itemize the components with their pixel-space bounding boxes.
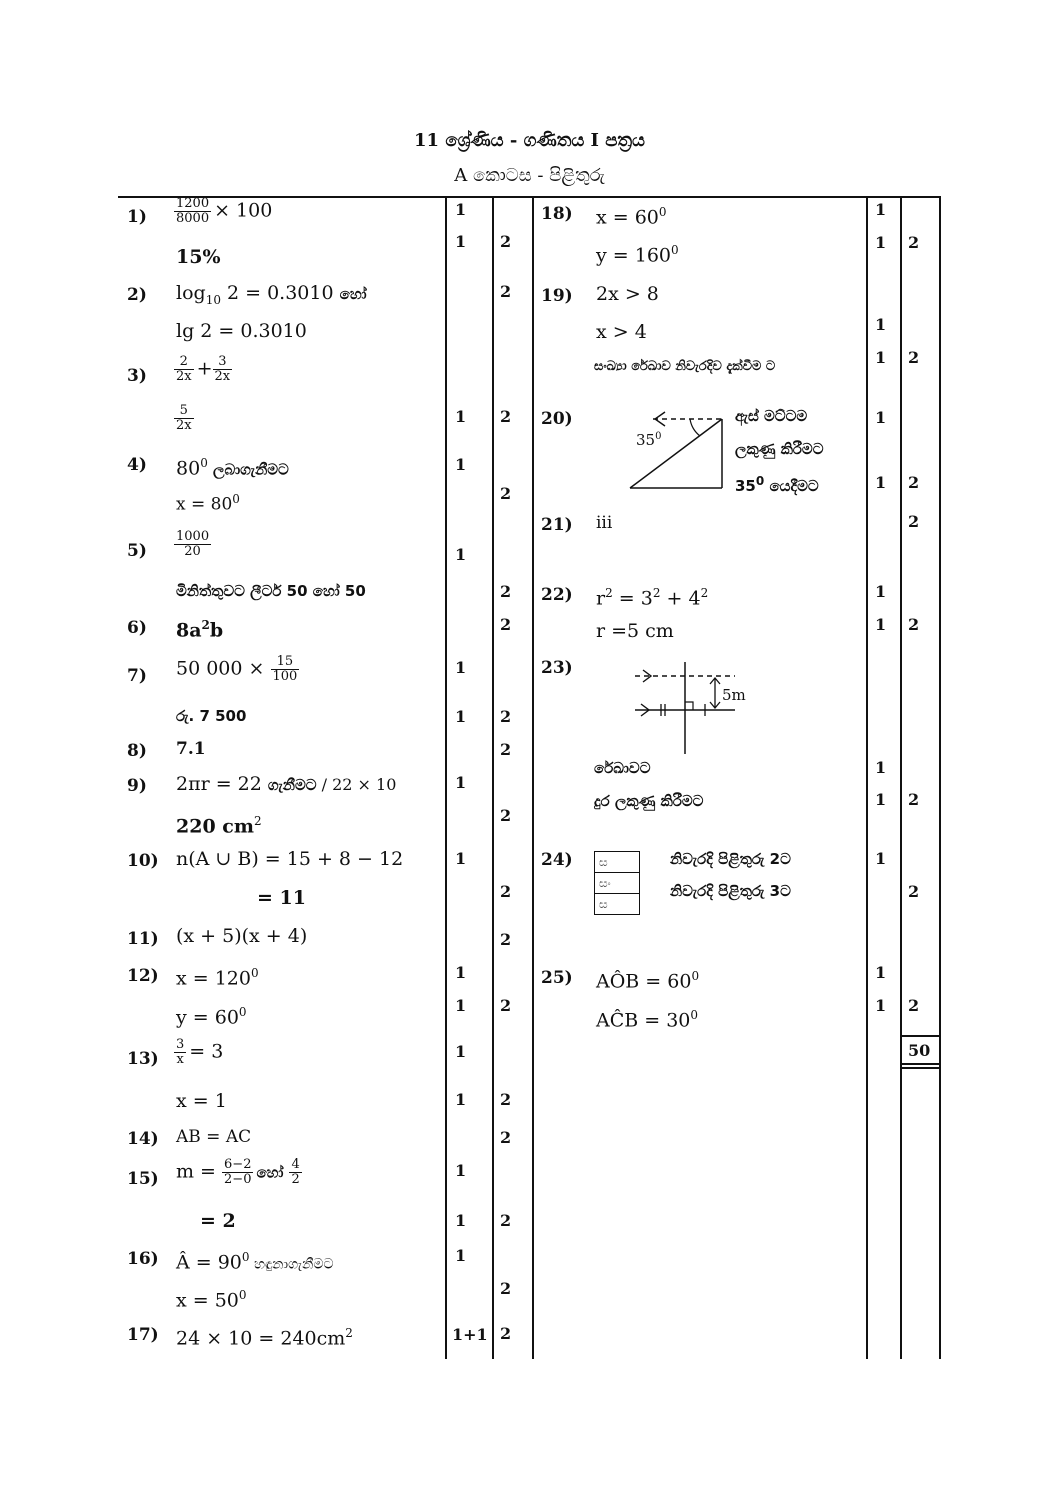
total-mark: 2 [500,282,512,301]
question-number: 24) [541,850,573,870]
answer-text: ලකුණු කිරීමට [735,440,824,458]
mark: 1 [875,790,887,809]
answer-text: ඇස් මට්ටම [735,407,808,425]
answer-line: Â = $90^0$ හඳුනාගැනීමට [176,1250,334,1274]
answer-text: මිනිත්තුවට ලීටර් 50 හෝ 50 [176,582,366,600]
question-number: 19) [541,286,573,306]
mark: 1 [455,707,467,726]
answer-line: $x = 80^0$ [176,492,240,515]
total-underline [900,1067,939,1069]
distance-label: 5m [722,686,746,704]
mark: 1 [875,963,887,982]
answer-line [174,197,272,226]
mark: 1 [455,1161,467,1180]
answer-line: $\log_{10} 2 = 0.3010$ හෝ [176,282,367,307]
question-number: 9) [127,776,147,796]
total-underline [900,1063,939,1065]
mark: 1 [455,1042,467,1061]
mark: 1 [455,1090,467,1109]
question-number: 5) [127,541,147,561]
page-title: 11 ශ්‍රේණිය - ගණිතය I පත්‍රය [414,130,645,151]
answer-text: දුර ලකුණු කිරීමට [594,792,704,810]
total-mark: 2 [500,615,512,634]
mark: 1 [455,1211,467,1230]
total-mark: 2 [500,882,512,901]
answer-line: r =5 cm [596,620,674,642]
total-mark: 2 [908,615,920,634]
question-number: 3) [127,366,147,386]
answer-line: $80^0$ ලබාගැනීමට [176,456,289,480]
mark: 1+1 [452,1325,488,1344]
section-subtitle: A කොටස - පිළිතුරු [454,165,605,186]
question-number: 23) [541,658,573,678]
answer-line: 7.1 [176,739,206,759]
answer-line: $x = 50^0$ [176,1288,247,1312]
column-divider [532,196,534,1359]
answer-line: n(A ∪ B) = 15 + 8 − 12 [176,848,404,870]
mark: 1 [455,658,467,677]
total-mark: 2 [500,232,512,251]
answer-line: $y = 60^0$ [176,1005,247,1029]
column-divider [900,196,902,1359]
question-number: 13) [127,1049,159,1069]
total-mark: 2 [500,484,512,503]
answer-line: $y = 160^0$ [596,243,679,267]
total-mark: 2 [500,996,512,1015]
mark: 1 [455,849,467,868]
question-number: 15) [127,1169,159,1189]
total-mark: 2 [908,233,920,252]
answer-line: AB = AC [176,1127,252,1147]
answer-line: $r^2 = 3^2 + 4^2$ [596,586,709,610]
total-mark: 2 [908,473,920,492]
answer-line: 50 000 × $\frac{15}{100}$ [176,654,298,684]
answer-line: $\frac{3}{x}$ = 3 [176,1037,224,1067]
answer-line: $\frac{2}{2x}$ + $\frac{3}{2x}$ [176,354,231,384]
angle-label: $35^0$ [636,431,662,449]
mark: 1 [875,996,887,1015]
answer-grid [594,851,640,915]
question-number: 1) [127,207,147,227]
mark: 1 [455,963,467,982]
mark: 1 [875,473,887,492]
total-mark: 2 [500,707,512,726]
grid-cell: සං [595,873,639,894]
mark: 1 [455,232,467,251]
question-number: 2) [127,285,147,305]
answer-line: $\frac{5}{2x}$ [176,403,192,433]
question-number: 10) [127,851,159,871]
column-divider [866,196,868,1359]
mark: 1 [455,545,467,564]
answer-line: iii [596,513,613,533]
answer-line: x > 4 [596,321,647,343]
mark: 1 [875,233,887,252]
answer-line: (x + 5)(x + 4) [176,925,308,947]
fraction-denominator: 8000 [176,211,210,226]
answer-line: 2πr = 22 ගැනීමට / 22 × 10 [176,773,397,795]
answer-text: × 100 [214,199,273,222]
grid-cell: ස [599,897,608,911]
answer-line: $\frac{1000}{20}$ [176,529,210,559]
question-number: 20) [541,409,573,429]
question-number: 11) [127,929,159,949]
mark: 1 [875,758,887,777]
answer-text: $35^0$ යෙදීමට [735,474,819,495]
answer-line: $x = 60^0$ [596,205,667,229]
question-number: 8) [127,741,147,761]
mark: 1 [875,408,887,427]
column-divider [939,196,941,1359]
total-mark: 2 [500,1279,512,1298]
total-mark: 2 [908,996,920,1015]
question-number: 7) [127,666,147,686]
fraction-numerator: 1200 [176,196,210,211]
mark: 1 [875,315,887,334]
question-number: 18) [541,204,573,224]
mark: 1 [875,615,887,634]
answer-line: = 11 [257,887,306,909]
answer-line: $x = 120^0$ [176,966,259,990]
question-number: 17) [127,1325,159,1345]
mark: 1 [875,582,887,601]
right-angle-mark [685,702,693,710]
total-mark: 2 [500,1211,512,1230]
total-mark: 2 [908,882,920,901]
answer-text: නිවැරදි පිළිතුරු 2ට [670,850,791,868]
total-mark: 2 [500,930,512,949]
answer-line: 2x > 8 [596,283,659,305]
answer-text: නිවැරදි පිළිතුරු 3ට [670,882,791,900]
question-number: 22) [541,585,573,605]
answer-line: AĈB = $30^0$ [596,1008,699,1032]
answer-line: lg 2 = 0.3010 [176,320,307,342]
total-topline [900,1035,939,1037]
mark: 1 [875,849,887,868]
column-divider [492,196,494,1359]
total-mark: 2 [500,1324,512,1343]
answer-line: x = 1 [176,1090,227,1112]
question-number: 25) [541,968,573,988]
total-mark: 2 [500,407,512,426]
question-number: 21) [541,515,573,535]
total-mark: 2 [500,1090,512,1109]
column-divider [445,196,447,1359]
answer-line: AÔB = $60^0$ [596,969,700,993]
total-mark: 2 [500,1128,512,1147]
question-number: 16) [127,1249,159,1269]
total-mark: 2 [500,740,512,759]
mark: 1 [875,348,887,367]
answer-line: = 2 [200,1210,236,1232]
total-mark: 2 [908,348,920,367]
total-mark: 2 [908,790,920,809]
mark: 1 [455,455,467,474]
mark: 1 [875,200,887,219]
mark: 1 [455,996,467,1015]
question-number: 12) [127,966,159,986]
question-number: 6) [127,618,147,638]
total-mark: 2 [500,582,512,601]
grid-cell: ස [595,852,639,873]
answer-line: m = $\frac{6-2}{2-0}$ හෝ $\frac{4}{2}$ [176,1157,300,1187]
answer-text: සංඛ්‍යා රේඛාව නිවැරදිව දැක්වීම ට [594,359,776,374]
answer-text: රේඛාවට [594,759,651,777]
mark: 1 [455,773,467,792]
angle-of-elevation-diagram [625,410,730,492]
answer-text: 15% [176,246,221,268]
parallel-lines-diagram [635,662,745,757]
mark: 1 [455,1246,467,1265]
answer-line: $24 \times 10 = 240cm^2$ [176,1326,353,1350]
angle-arc [690,419,700,436]
grand-total: 50 [908,1041,931,1060]
question-number: 14) [127,1129,159,1149]
total-mark: 2 [500,806,512,825]
answer-line: $8a^2b$ [176,618,224,642]
answer-line: 220 $cm^2$ [176,814,262,838]
answer-text: රු. 7 500 [176,707,247,725]
mark: 1 [455,407,467,426]
question-number: 4) [127,455,147,475]
total-mark: 2 [908,512,920,531]
mark: 1 [455,200,467,219]
